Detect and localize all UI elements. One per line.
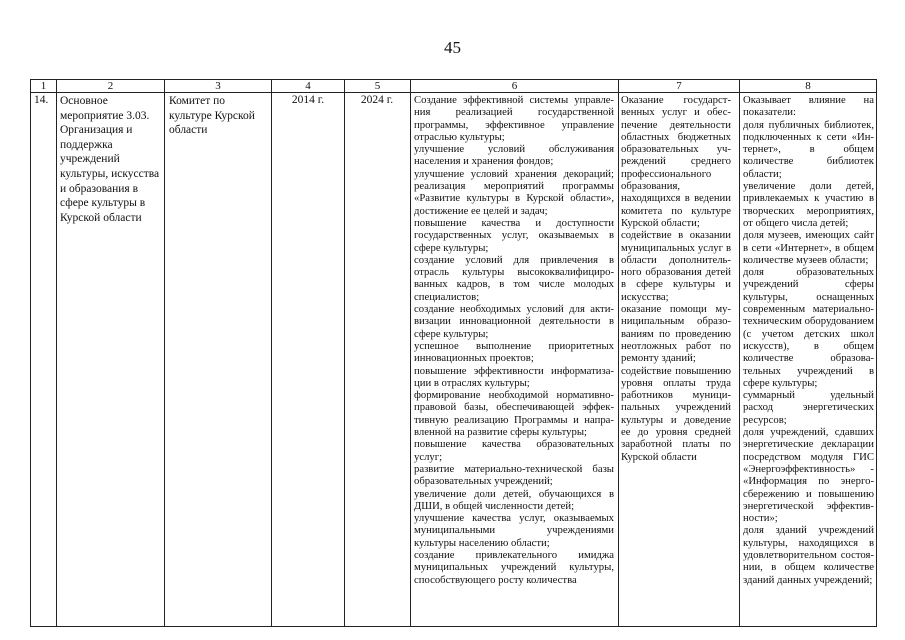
- text-line: доля образовательных: [743, 266, 874, 279]
- start-year: 2014 г.: [291, 94, 325, 106]
- text-line: повышение качества образовательных: [414, 438, 614, 451]
- text-line: оказание помощи му-: [621, 303, 731, 316]
- column-divider: [164, 80, 165, 626]
- text-line: повышение качества и доступности: [414, 216, 614, 229]
- text-line: ного образования детей: [621, 266, 731, 279]
- text-line: ваниям по проведению: [621, 327, 731, 340]
- measures-table: [30, 79, 877, 627]
- text-line: визации инновационной деятельности в: [414, 315, 614, 328]
- text-line: достижение ее целей и задач;: [414, 204, 548, 217]
- text-line: реждений среднего: [621, 155, 731, 168]
- text-line: посредством модуля ГИС: [743, 450, 874, 463]
- text-line: улучшение качества услуг, оказываемых: [414, 512, 614, 525]
- text-line: в сети «Интернет», в общем: [743, 241, 874, 254]
- text-line: культуры и доведение: [621, 413, 731, 426]
- text-line: создание привлекательного имиджа: [414, 548, 614, 561]
- text-line: уровня оплаты труда: [621, 376, 731, 389]
- header-col-4: 4: [305, 80, 311, 92]
- text-line: творческих мероприятиях,: [743, 204, 874, 217]
- text-line: образования,: [621, 180, 681, 193]
- text-line: создание условий для привлечения в: [414, 253, 614, 266]
- text-line: доля учреждений, сдавших: [743, 426, 874, 439]
- text-line: способствующего росту количества: [414, 573, 577, 586]
- text-line: муниципальных услуг в: [621, 241, 731, 254]
- text-line: количестве библиотек: [743, 155, 874, 168]
- column-divider: [344, 80, 345, 626]
- text-line: ресурсов;: [743, 413, 787, 426]
- text-line: искусства;: [621, 290, 669, 303]
- text-line: пальных учреждений: [621, 401, 731, 414]
- text-line: правовой базы, обеспечивающей эффек-: [414, 401, 614, 414]
- page-number: 45: [444, 38, 461, 57]
- text-line: государственных услуг, оказываемых в: [414, 229, 614, 242]
- responsible-executor: Комитет по культуре Курской области: [169, 95, 255, 137]
- text-line: доля зданий учреждений: [743, 524, 874, 537]
- text-line: областных бюджетных: [621, 130, 731, 143]
- text-line: количестве образова-: [743, 352, 874, 365]
- column-divider: [271, 80, 272, 626]
- text-line: формирование необходимой нормативно-: [414, 389, 614, 402]
- text-line: образовательных учреждений;: [414, 475, 553, 488]
- text-line: содействие в оказании: [621, 229, 731, 242]
- expected-results: [414, 94, 614, 586]
- text-line: доля музеев, имеющих сайт: [743, 229, 874, 242]
- text-line: Курской области;: [621, 216, 700, 229]
- text-line: «Развитие культуры в Курской области»,: [414, 192, 614, 205]
- text-line: отрасль культуры высококвалифициро-: [414, 266, 614, 279]
- text-line: ности»;: [743, 512, 778, 525]
- text-line: развитие материально-технической базы: [414, 462, 614, 475]
- text-line: программы, эффективное управление: [414, 118, 614, 131]
- text-line: работников муници-: [621, 389, 731, 402]
- text-line: отраслью культуры;: [414, 130, 505, 143]
- text-line: искусств), в общем: [743, 339, 874, 352]
- column-divider: [618, 80, 619, 626]
- text-line: современным материально-: [743, 303, 874, 316]
- text-line: учреждений сферы: [743, 278, 874, 291]
- header-col-5: 5: [374, 80, 381, 92]
- text-line: сфере культуры;: [414, 241, 489, 254]
- text-line: культуры, оснащенных: [743, 290, 874, 303]
- text-line: профессионального: [621, 167, 712, 180]
- program-interaction: [621, 94, 731, 463]
- text-line: нии, в общем количестве: [743, 561, 874, 574]
- text-line: ее до уровня средней: [621, 426, 731, 439]
- text-line: образовательных уч-: [621, 143, 731, 156]
- header-col-6: 6: [511, 80, 518, 92]
- text-line: неотложных работ по: [621, 339, 731, 352]
- text-line: содействие повышению: [621, 364, 731, 377]
- indicator-links: [743, 94, 874, 586]
- text-line: энергетические декларации: [743, 438, 874, 451]
- text-line: тернет», в общем: [743, 143, 874, 156]
- text-line: ции в отраслях культуры;: [414, 376, 530, 389]
- header-col-8: 8: [805, 80, 811, 92]
- text-line: успешное выполнение приоритетных: [414, 339, 614, 352]
- text-line: венных услуг и обес-: [621, 106, 731, 119]
- text-line: области;: [743, 167, 782, 180]
- text-line: ДШИ, в общей численности детей;: [414, 499, 575, 512]
- header-col-7: 7: [676, 80, 682, 92]
- text-line: населения и хранения фондов;: [414, 155, 554, 168]
- text-line: доля публичных библиотек,: [743, 118, 874, 131]
- text-line: заработной платы по: [621, 438, 731, 451]
- text-line: «Энергоэффективность» -: [743, 462, 874, 475]
- header-col-2: 2: [107, 80, 114, 92]
- text-line: сфере культуры;: [414, 327, 489, 340]
- text-line: Курской области: [621, 450, 697, 463]
- text-line: суммарный удельный: [743, 389, 874, 402]
- text-line: услуг;: [414, 450, 443, 463]
- text-line: вленной на развитие сферы культуры;: [414, 426, 587, 439]
- text-line: от общего числа детей;: [743, 216, 849, 229]
- text-line: специалистов;: [414, 290, 480, 303]
- text-line: культуры населению области;: [414, 536, 550, 549]
- text-line: «Информация по энерго-: [743, 475, 874, 488]
- row-number: 14.: [34, 94, 49, 106]
- text-line: подключенных к сети «Ин-: [743, 130, 874, 143]
- text-line: ниципальным образо-: [621, 315, 731, 328]
- column-divider: [410, 80, 411, 626]
- text-line: расход энергетических: [743, 401, 874, 414]
- text-line: ремонту зданий;: [621, 352, 696, 365]
- text-line: удовлетворительном состоя-: [743, 548, 874, 561]
- text-line: улучшение условий хранения декораций;: [414, 167, 614, 180]
- header-col-1: 1: [40, 80, 47, 92]
- text-line: области дополнитель-: [621, 253, 731, 266]
- text-line: печение деятельности: [621, 118, 731, 131]
- text-line: в сфере культуры и: [621, 278, 731, 291]
- text-line: муниципальных учреждений культуры,: [414, 561, 614, 574]
- text-line: комитета по культуре: [621, 204, 731, 217]
- text-line: ванных кадров, в том числе молодых: [414, 278, 614, 291]
- measure-name: Основное мероприятие 3.03. Организация и поддержка учреждений культуры, искусства и образования в сфере культуры в Курской области: [60, 95, 160, 224]
- text-line: показатели:: [743, 106, 796, 119]
- text-line: техническим оборудованием: [743, 315, 874, 328]
- text-line: инновационных проектов;: [414, 352, 534, 365]
- text-line: сбережению и повышению: [743, 487, 874, 500]
- text-line: находящихся в ведении: [621, 192, 731, 205]
- header-col-3: 3: [215, 80, 221, 92]
- text-line: тивную реализацию Программы и напра-: [414, 413, 614, 426]
- text-line: реализация мероприятий программы: [414, 180, 614, 193]
- text-line: Создание эффективной системы управле-: [414, 94, 614, 106]
- text-line: увеличение доли детей, обучающихся в: [414, 487, 614, 500]
- header-divider: [31, 92, 876, 93]
- text-line: создание необходимых условий для акти-: [414, 303, 614, 316]
- text-line: повышение эффективности информатиза-: [414, 364, 614, 377]
- column-divider: [56, 80, 57, 626]
- column-divider: [739, 80, 740, 626]
- text-line: количестве музеев области;: [743, 253, 869, 266]
- text-line: ния реализацией государственной: [414, 106, 614, 119]
- text-line: Оказание государст-: [621, 94, 731, 106]
- text-line: сфере культуры;: [743, 376, 818, 389]
- text-line: муниципальными учреждениями: [414, 524, 614, 537]
- text-line: культуры, находящихся в: [743, 536, 874, 549]
- text-line: улучшение условий обслуживания: [414, 143, 614, 156]
- text-line: Оказывает влияние на: [743, 94, 874, 106]
- text-line: зданий данных учреждений;: [743, 573, 873, 586]
- text-line: энергетической эффектив-: [743, 499, 874, 512]
- text-line: привлекаемых к участию в: [743, 192, 874, 205]
- text-line: увеличение доли детей,: [743, 180, 874, 193]
- text-line: тельных учреждений в: [743, 364, 874, 377]
- text-line: (с учетом детских школ: [743, 327, 874, 340]
- end-year: 2024 г.: [360, 94, 394, 106]
